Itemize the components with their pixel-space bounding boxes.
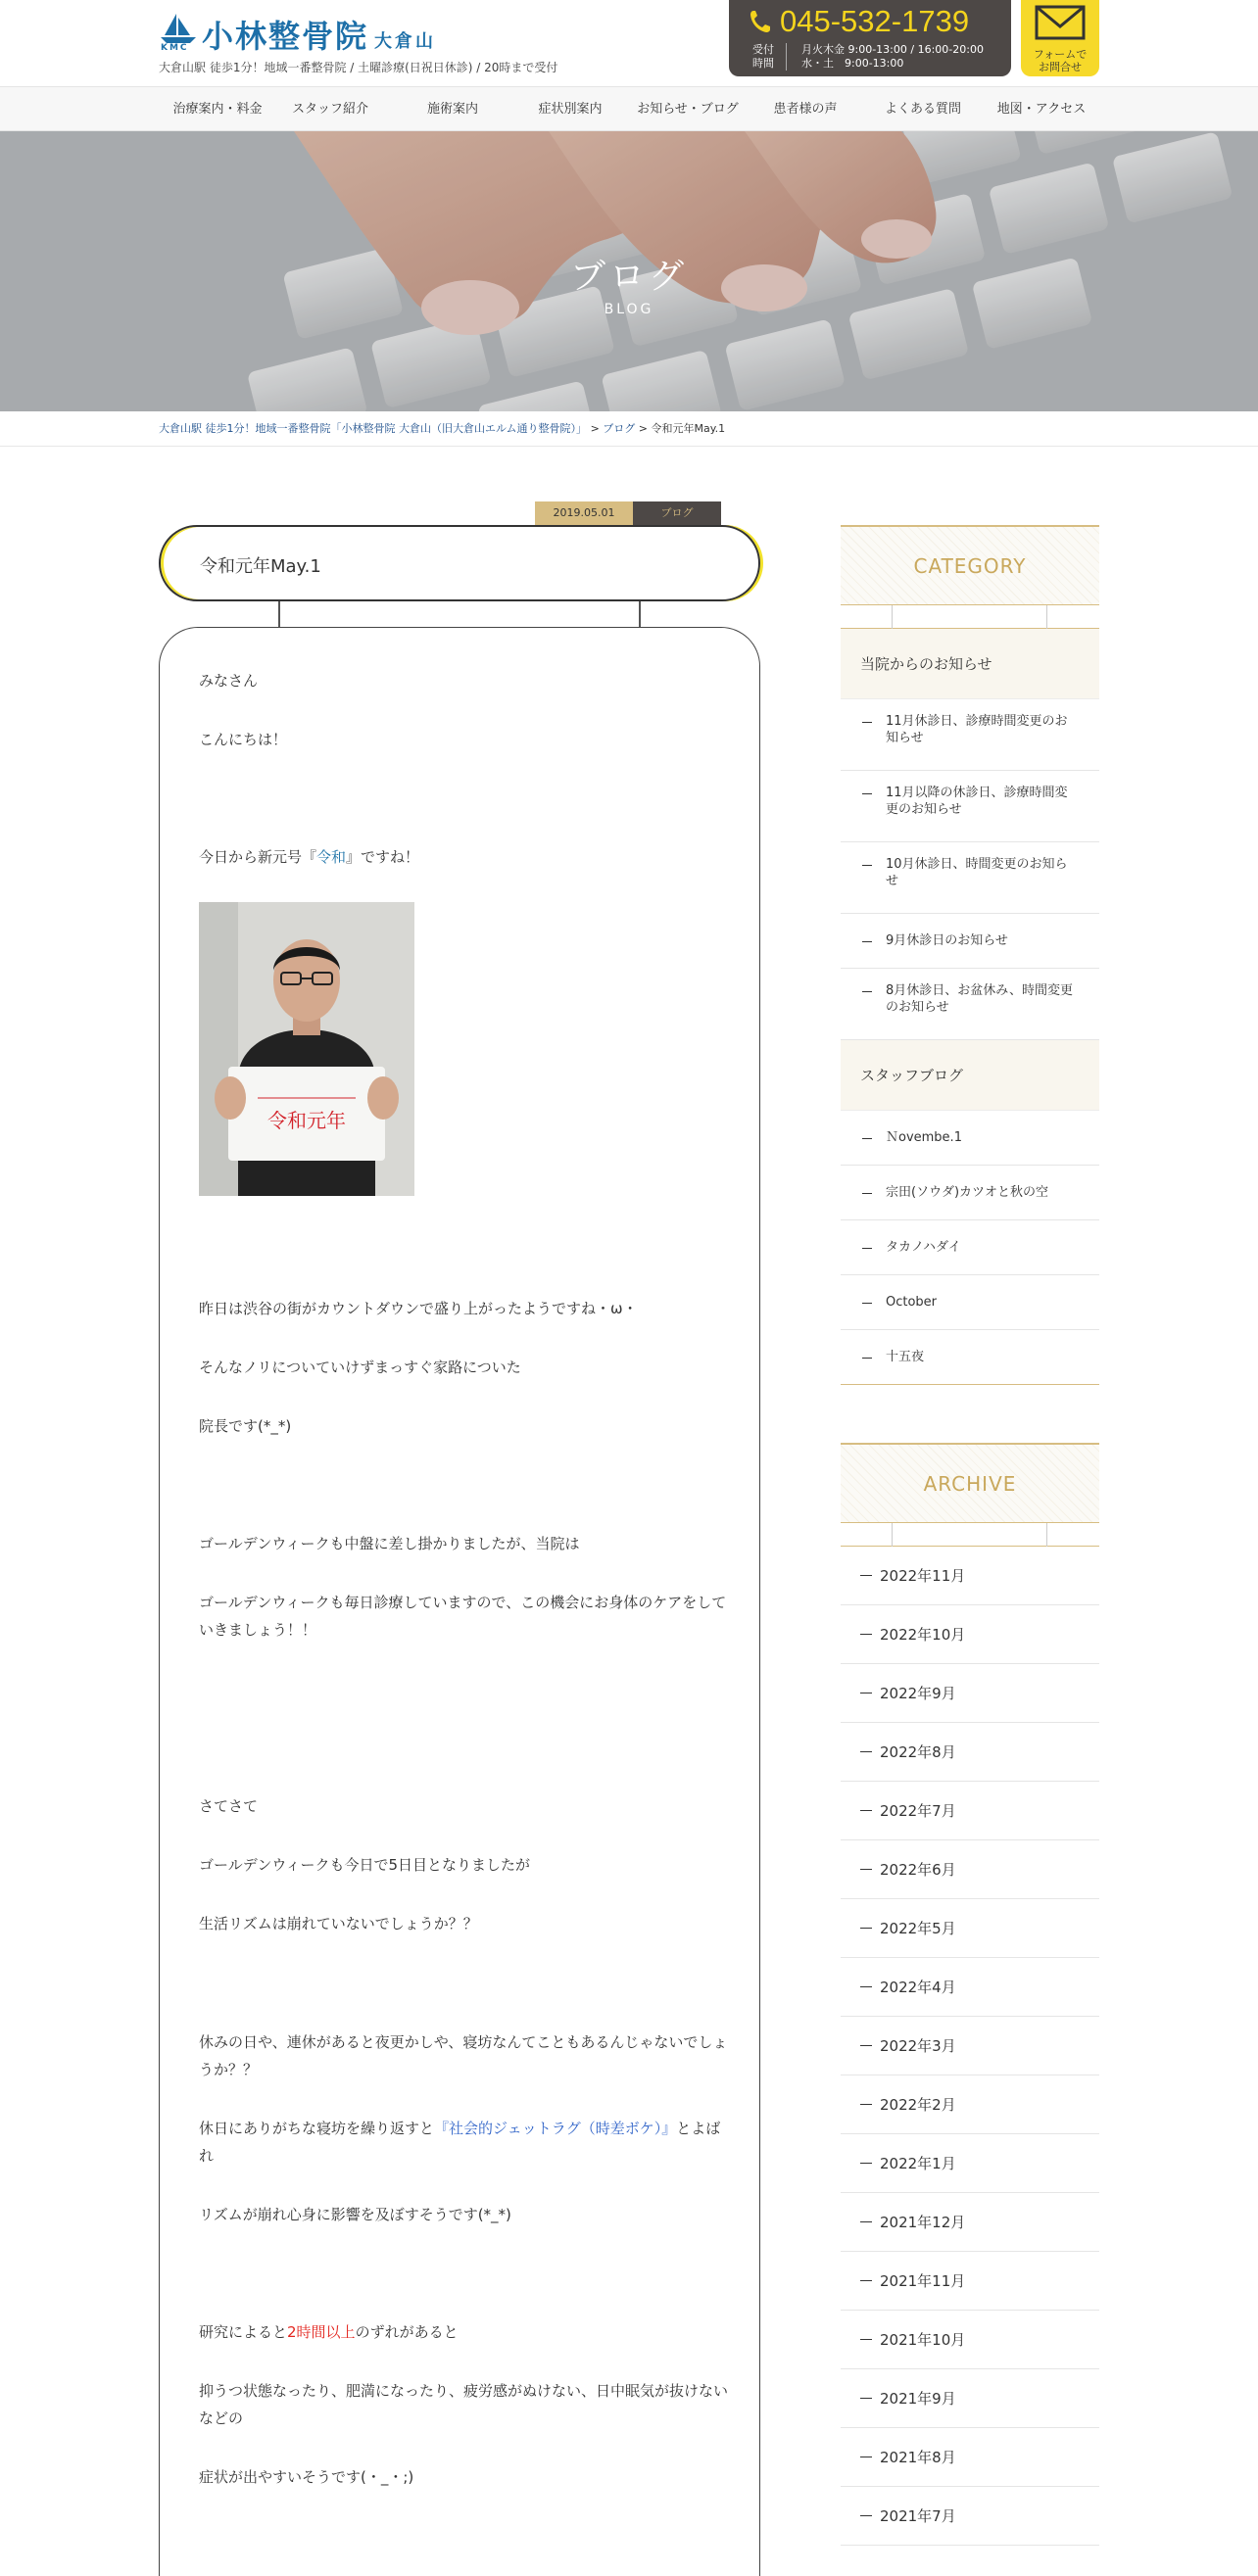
category-post-link[interactable]: October (841, 1275, 1099, 1330)
phone-box[interactable] (729, 0, 1011, 76)
post-paragraph: さてさて (199, 1792, 728, 1820)
archive-link[interactable]: 2022年9月 (841, 1664, 1099, 1723)
archive-link[interactable]: 2022年8月 (841, 1723, 1099, 1782)
archive-link[interactable]: 2021年7月 (841, 2487, 1099, 2546)
title-connector-left (278, 601, 280, 627)
two-hours-highlight: 2時間以上 (287, 2323, 356, 2341)
archive-link[interactable]: 2022年11月 (841, 1547, 1099, 1605)
towel-text: 令和元年 (267, 1109, 346, 1132)
hours-label: 受付時間 (752, 43, 782, 71)
title-connector-right (639, 601, 641, 627)
category-widget (841, 525, 1099, 1385)
category-post-link[interactable]: Ｎovembe.1 (841, 1111, 1099, 1166)
archive-link[interactable]: 2022年2月 (841, 2075, 1099, 2134)
phone-icon (749, 9, 772, 34)
breadcrumb (0, 411, 1258, 447)
post-paragraph: 症状が出やすいそうです(・_・;) (199, 2463, 728, 2491)
archive-link[interactable]: 2022年3月 (841, 2017, 1099, 2075)
post-paragraph: こんにちは！ (199, 726, 728, 753)
nav-symptoms[interactable]: 症状別案内 (515, 87, 625, 132)
category-post-link[interactable]: 十五夜 (841, 1330, 1099, 1385)
hero-title: ブログ (0, 249, 1258, 299)
category-post-link[interactable]: 9月休診日のお知らせ (841, 914, 1099, 969)
category-post-link[interactable]: 11月以降の休診日、診療時間変更のお知らせ (841, 771, 1099, 842)
post-paragraph (199, 2115, 728, 2170)
nav-access[interactable]: 地図・アクセス (984, 87, 1099, 132)
post-paragraph: そんなノリについていけずまっすぐ家路についた (199, 1354, 728, 1381)
contact-label-1: フォームで (1021, 48, 1099, 61)
post-photo (199, 902, 414, 1196)
widget-spacer (841, 605, 1099, 629)
nav-faq[interactable]: よくある質問 (866, 87, 980, 132)
archive-link[interactable]: 2022年1月 (841, 2134, 1099, 2193)
breadcrumb-current: 令和元年May.1 (652, 422, 726, 435)
nav-treatment-fees[interactable]: 治療案内・料金 (159, 87, 276, 132)
logo-sub: 大倉山 (374, 31, 436, 53)
post-date: 2019.05.01 (535, 501, 633, 525)
hours-divider (786, 43, 787, 71)
widget-spacer (841, 1523, 1099, 1547)
phone-number[interactable] (749, 4, 969, 39)
post-paragraph: ゴールデンウィークも毎日診療していますので、この機会にお身体のケアをしていきましょう！！ (199, 1589, 728, 1644)
logo-name: 小林整骨院 (202, 20, 368, 53)
ship-logo-icon (159, 12, 198, 53)
post-meta (535, 501, 721, 525)
archive-link[interactable]: 2022年6月 (841, 1840, 1099, 1899)
site-logo[interactable] (159, 12, 436, 53)
breadcrumb-sep: > (591, 422, 604, 435)
hours-line-2: 水・土 9:00-13:00 (801, 57, 984, 71)
category-post-link[interactable]: タカノハダイ (841, 1220, 1099, 1275)
archive-link[interactable]: 2022年7月 (841, 1782, 1099, 1840)
hero-banner (0, 131, 1258, 411)
text-fragment: 』ですね！ (346, 848, 419, 866)
post-paragraph: 休みの日や、連休があると夜更かしや、寝坊なんてこともあるんじゃないでしょうか？？ (199, 2028, 728, 2083)
contact-form-button[interactable] (1021, 0, 1099, 76)
post-paragraph: ゴールデンウィークも今日で5日目となりましたが (199, 1851, 728, 1879)
phone-number-text: 045-532-1739 (780, 4, 969, 39)
archive-link[interactable]: 2021年9月 (841, 2369, 1099, 2428)
post-category[interactable]: ブログ (633, 501, 721, 525)
reiwa-highlight: 令和 (316, 848, 346, 866)
hours (801, 43, 984, 71)
category-heading: CATEGORY (841, 527, 1099, 605)
category-section-notices[interactable]: 当院からのお知らせ (841, 629, 1099, 699)
contact-label-2: お問合せ (1021, 61, 1099, 73)
nav-news-blog[interactable]: お知らせ・ブログ (627, 87, 749, 132)
global-nav (0, 86, 1258, 131)
category-post-link[interactable]: 宗田(ソウダ)カツオと秋の空 (841, 1166, 1099, 1220)
nav-staff[interactable]: スタッフ紹介 (276, 87, 384, 132)
site-header (0, 0, 1258, 86)
post-paragraph (199, 843, 728, 871)
text-fragment: 今日から新元号『 (199, 848, 316, 866)
archive-link[interactable]: 2022年5月 (841, 1899, 1099, 1958)
hero-subtitle: BLOG (0, 302, 1258, 317)
archive-link[interactable]: 2021年12月 (841, 2193, 1099, 2252)
post-title-box (159, 525, 760, 601)
post-paragraph: 抑うつ状態なったり、肥満になったり、疲労感がぬけない、日中眠気が抜けないなどの (199, 2377, 728, 2432)
logo-mark-text: KMC (161, 43, 189, 53)
archive-link[interactable]: 2022年10月 (841, 1605, 1099, 1664)
post-paragraph (199, 2318, 728, 2346)
post-paragraph: 生活リズムは崩れていないでしょうか？？ (199, 1910, 728, 1937)
post-title: 令和元年May.1 (200, 552, 321, 578)
nav-testimonials[interactable]: 患者様の声 (750, 87, 860, 132)
archive-heading: ARCHIVE (841, 1445, 1099, 1523)
breadcrumb-blog[interactable]: ブログ (603, 422, 635, 435)
envelope-icon (1035, 3, 1086, 42)
post-paragraph: みなさん (199, 667, 728, 694)
post-paragraph: 院長です(*_*) (199, 1412, 728, 1440)
category-post-link[interactable]: 10月休診日、時間変更のお知らせ (841, 842, 1099, 914)
archive-link[interactable]: 2021年10月 (841, 2311, 1099, 2369)
archive-widget (841, 1443, 1099, 2546)
archive-link[interactable]: 2021年8月 (841, 2428, 1099, 2487)
category-post-link[interactable]: 8月休診日、お盆休み、時間変更のお知らせ (841, 969, 1099, 1040)
category-post-link[interactable]: 11月休診日、診療時間変更のお知らせ (841, 699, 1099, 771)
text-fragment: とよばれ (199, 2120, 720, 2165)
hours-line-1: 月火木金 9:00-13:00 / 16:00-20:00 (801, 43, 984, 57)
tagline: 大倉山駅 徒歩1分！地域一番整骨院 / 土曜診療(日祝日休診) / 20時まで受付 (159, 59, 557, 75)
text-fragment: 休日にありがちな寝坊を繰り返すと (199, 2120, 434, 2137)
breadcrumb-sep: > (639, 422, 652, 435)
archive-link[interactable]: 2021年11月 (841, 2252, 1099, 2311)
post-paragraph: ゴールデンウィークも中盤に差し掛かりましたが、当院は (199, 1530, 728, 1557)
post-paragraph: リズムが崩れ心身に影響を及ぼすそうです(*_*) (199, 2201, 728, 2228)
breadcrumb-home[interactable]: 大倉山駅 徒歩1分！地域一番整骨院「小林整骨院 大倉山（旧大倉山エルム通り整骨院）」 (159, 422, 587, 435)
archive-link[interactable]: 2022年4月 (841, 1958, 1099, 2017)
social-jetlag-highlight: 『社会的ジェットラグ（時差ボケ）』 (434, 2120, 676, 2137)
text-fragment: 研究によると (199, 2323, 287, 2341)
post-paragraph: 昨日は渋谷の街がカウントダウンで盛り上がったようですね・ω・ (199, 1295, 728, 1322)
nav-procedure[interactable]: 施術案内 (396, 87, 509, 132)
category-section-staff-blog[interactable]: スタッフブログ (841, 1040, 1099, 1111)
text-fragment: のずれがあると (356, 2323, 459, 2341)
